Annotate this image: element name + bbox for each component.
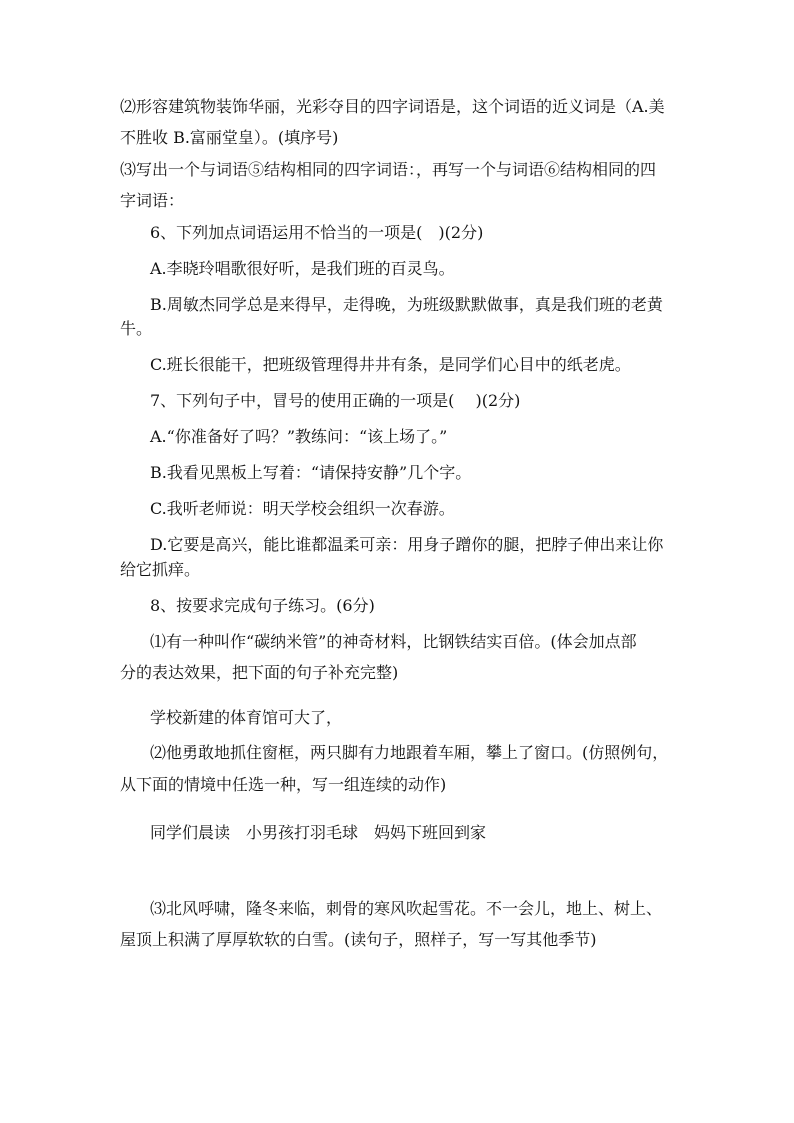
question-heading: 7、下列句子中，冒号的使用正确的一项是( )(2分) (150, 391, 521, 410)
text-line: 分的表达效果，把下面的句子补充完整) (120, 663, 399, 682)
text-line: 屋顶上积满了厚厚软软的白雪。(读句子，照样子，写一写其他季节) (120, 930, 597, 949)
text-line: 从下面的情境中任选一种，写一组连续的动作) (120, 775, 447, 794)
option-text: C.班长很能干，把班级管理得井井有条，是同学们心目中的纸老虎。 (150, 355, 631, 374)
text-line: ⑶北风呼啸，隆冬来临，刺骨的寒风吹起雪花。不一会儿，地上、树上、 (150, 899, 663, 918)
option-text: D.它要是高兴，能比谁都温柔可亲：用身子蹭你的腿，把脖子伸出来让你 (150, 535, 664, 554)
text-line: 字词语： (120, 191, 185, 210)
text-line: 同学们晨读 小男孩打羽毛球 妈妈下班回到家 (150, 823, 487, 842)
text-line: 不胜收 B.富丽堂皇）。(填序号) (120, 128, 339, 147)
question-heading: 8、按要求完成句子练习。(6分) (150, 596, 375, 615)
text-line: ⑵他勇敢地抓住窗框，两只脚有力地跟着车厢，攀上了窗口。(仿照例句， (150, 743, 669, 762)
question-heading: 6、下列加点词语运用不恰当的一项是( )(2分) (150, 223, 484, 242)
option-text: 牛。 (120, 319, 153, 338)
option-text: B.我看见黑板上写着：“请保持安静”几个字。 (150, 463, 472, 482)
text-line: ⑶写出一个与词语⑤结构相同的四字词语：，再写一个与词语⑥结构相同的四 (120, 160, 657, 179)
option-text: A.“你准备好了吗？”教练问：“该上场了。” (150, 427, 448, 446)
option-text: 给它抓痒。 (120, 560, 201, 579)
text-line: 学校新建的体育馆可大了， (150, 708, 343, 727)
option-text: B.周敏杰同学总是来得早，走得晚，为班级默默做事，真是我们班的老黄 (150, 295, 663, 314)
text-line: ⑴有一种叫作“碳纳米管”的神奇材料，比钢铁结实百倍。(体会加点部 (150, 632, 637, 651)
text-line: ⑵形容建筑物装饰华丽，光彩夺目的四字词语是，这个词语的近义词是（A.美 (120, 97, 665, 116)
option-text: C.我听老师说：明天学校会组织一次春游。 (150, 499, 455, 518)
option-text: A.李晓玲唱歌很好听，是我们班的百灵鸟。 (150, 259, 455, 278)
